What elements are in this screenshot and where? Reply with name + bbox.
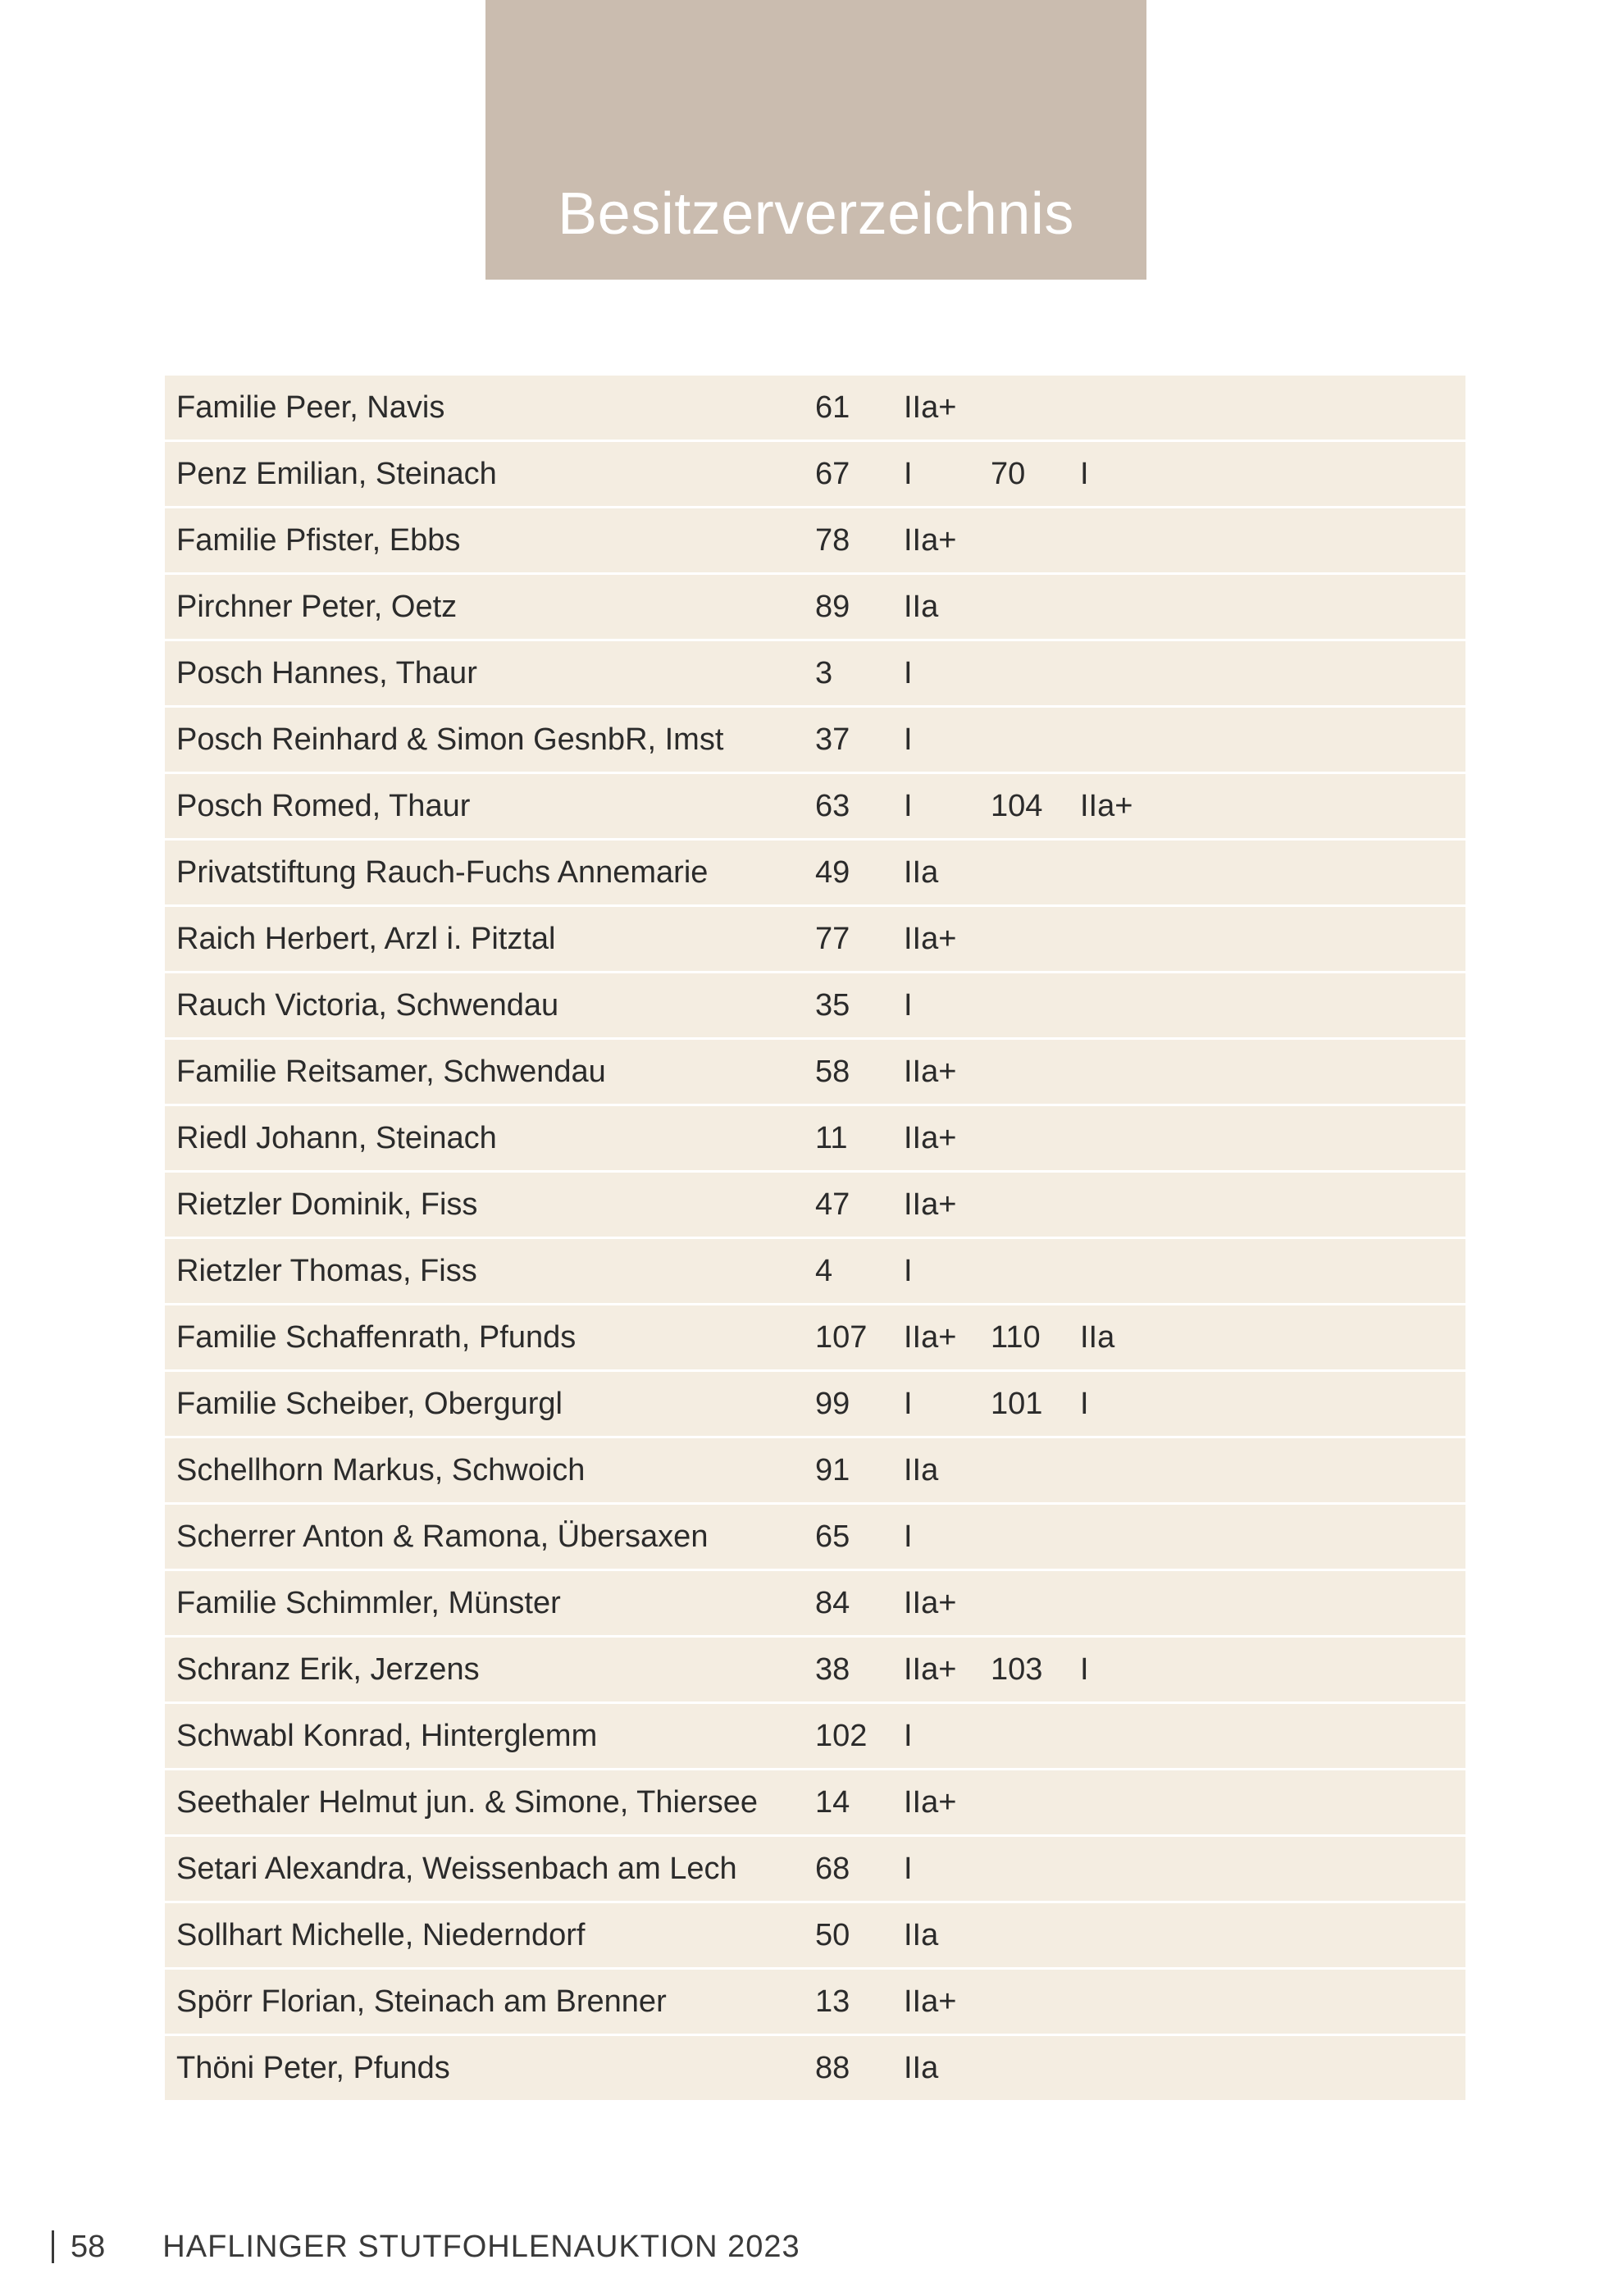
catalog-number: 88 bbox=[815, 2051, 850, 2085]
owner-name: Scherrer Anton & Ramona, Übersaxen bbox=[176, 1519, 709, 1554]
class-label: I bbox=[904, 457, 913, 491]
class-label: I bbox=[904, 789, 913, 823]
class-label: I bbox=[904, 1852, 913, 1886]
catalog-number: 13 bbox=[815, 1984, 850, 2019]
class-label: I bbox=[904, 1719, 913, 1753]
table-row bbox=[165, 1173, 1465, 1237]
class-label: I bbox=[904, 656, 913, 690]
owner-table bbox=[165, 376, 1465, 2102]
catalog-number: 63 bbox=[815, 789, 850, 823]
class-label: IIa+ bbox=[904, 523, 957, 558]
catalog-number: 37 bbox=[815, 722, 850, 757]
owner-name: Schellhorn Markus, Schwoich bbox=[176, 1453, 586, 1487]
owner-name: Familie Schaffenrath, Pfunds bbox=[176, 1320, 577, 1355]
class-label: I bbox=[904, 1254, 913, 1288]
table-row bbox=[165, 1704, 1465, 1768]
catalog-number-2: 101 bbox=[991, 1387, 1043, 1421]
table-row bbox=[165, 907, 1465, 971]
owner-name: Thöni Peter, Pfunds bbox=[176, 2051, 450, 2085]
owner-name: Sollhart Michelle, Niederndorf bbox=[176, 1918, 586, 1952]
page-number: 58 bbox=[71, 2229, 106, 2264]
table-row bbox=[165, 1372, 1465, 1436]
table-row bbox=[165, 708, 1465, 772]
catalog-number: 77 bbox=[815, 922, 850, 956]
catalog-number: 61 bbox=[815, 390, 850, 425]
owner-name: Posch Hannes, Thaur bbox=[176, 656, 477, 690]
owner-name: Raich Herbert, Arzl i. Pitztal bbox=[176, 922, 556, 956]
owner-name: Schranz Erik, Jerzens bbox=[176, 1652, 480, 1687]
table-row bbox=[165, 1305, 1465, 1369]
page-footer bbox=[52, 2229, 800, 2265]
catalog-number: 47 bbox=[815, 1187, 850, 1222]
table-row bbox=[165, 376, 1465, 440]
catalog-number: 89 bbox=[815, 590, 850, 624]
catalog-number: 50 bbox=[815, 1918, 850, 1952]
class-label-2: I bbox=[1080, 1652, 1089, 1687]
table-row bbox=[165, 1239, 1465, 1303]
owner-name: Riedl Johann, Steinach bbox=[176, 1121, 497, 1155]
table-row bbox=[165, 442, 1465, 506]
owner-name: Privatstiftung Rauch-Fuchs Annemarie bbox=[176, 855, 709, 890]
owner-name: Familie Peer, Navis bbox=[176, 390, 445, 425]
catalog-number: 102 bbox=[815, 1719, 868, 1753]
class-label: IIa+ bbox=[904, 1586, 957, 1620]
owner-name: Familie Scheiber, Obergurgl bbox=[176, 1387, 563, 1421]
owner-name: Familie Reitsamer, Schwendau bbox=[176, 1055, 606, 1089]
table-row bbox=[165, 641, 1465, 705]
table-row bbox=[165, 2036, 1465, 2100]
table-row bbox=[165, 1638, 1465, 1702]
catalog-number: 68 bbox=[815, 1852, 850, 1886]
owner-name: Rietzler Thomas, Fiss bbox=[176, 1254, 477, 1288]
table-row bbox=[165, 1040, 1465, 1104]
page-title: Besitzerverzeichnis bbox=[558, 181, 1074, 247]
owner-name: Familie Schimmler, Münster bbox=[176, 1586, 561, 1620]
class-label: IIa bbox=[904, 590, 939, 624]
owner-name: Setari Alexandra, Weissenbach am Lech bbox=[176, 1852, 737, 1886]
table-row bbox=[165, 1505, 1465, 1569]
catalog-number-2: 104 bbox=[991, 789, 1043, 823]
catalog-number: 58 bbox=[815, 1055, 850, 1089]
class-label: IIa bbox=[904, 855, 939, 890]
class-label-2: IIa+ bbox=[1080, 789, 1133, 823]
catalog-number: 107 bbox=[815, 1320, 868, 1355]
table-row bbox=[165, 1970, 1465, 2034]
owner-name: Seethaler Helmut jun. & Simone, Thiersee bbox=[176, 1785, 758, 1820]
publication-title: HAFLINGER STUTFOHLENAUKTION 2023 bbox=[162, 2229, 800, 2264]
class-label: IIa bbox=[904, 2051, 939, 2085]
table-row bbox=[165, 1438, 1465, 1502]
catalog-number: 65 bbox=[815, 1519, 850, 1554]
class-label: IIa+ bbox=[904, 1785, 957, 1820]
table-row bbox=[165, 840, 1465, 904]
catalog-number: 49 bbox=[815, 855, 850, 890]
owner-name: Spörr Florian, Steinach am Brenner bbox=[176, 1984, 667, 2019]
catalog-number-2: 110 bbox=[991, 1320, 1041, 1355]
table-row bbox=[165, 1770, 1465, 1834]
owner-name: Pirchner Peter, Oetz bbox=[176, 590, 458, 624]
class-label: I bbox=[904, 988, 913, 1023]
class-label: IIa+ bbox=[904, 1187, 957, 1222]
catalog-number: 35 bbox=[815, 988, 850, 1023]
class-label-2: IIa bbox=[1080, 1320, 1115, 1355]
owner-name: Posch Reinhard & Simon GesnbR, Imst bbox=[176, 722, 724, 757]
catalog-number: 67 bbox=[815, 457, 850, 491]
catalog-number: 99 bbox=[815, 1387, 850, 1421]
class-label: IIa+ bbox=[904, 1984, 957, 2019]
catalog-number: 4 bbox=[815, 1254, 833, 1288]
catalog-number: 11 bbox=[815, 1121, 848, 1155]
class-label-2: I bbox=[1080, 1387, 1089, 1421]
table-row bbox=[165, 1106, 1465, 1170]
owner-name: Penz Emilian, Steinach bbox=[176, 457, 497, 491]
class-label: IIa bbox=[904, 1918, 939, 1952]
class-label-2: I bbox=[1080, 457, 1089, 491]
table-row bbox=[165, 508, 1465, 572]
catalog-number: 84 bbox=[815, 1586, 850, 1620]
owner-name: Rietzler Dominik, Fiss bbox=[176, 1187, 478, 1222]
catalog-number: 3 bbox=[815, 656, 833, 690]
table-row bbox=[165, 1571, 1465, 1635]
class-label: IIa+ bbox=[904, 1121, 957, 1155]
table-row bbox=[165, 973, 1465, 1037]
table-row bbox=[165, 1903, 1465, 1967]
class-label: IIa+ bbox=[904, 922, 957, 956]
table-row bbox=[165, 1837, 1465, 1901]
catalog-number-2: 103 bbox=[991, 1652, 1043, 1687]
footer-divider bbox=[52, 2230, 54, 2263]
owner-name: Familie Pfister, Ebbs bbox=[176, 523, 461, 558]
class-label: IIa+ bbox=[904, 1652, 957, 1687]
owner-name: Posch Romed, Thaur bbox=[176, 789, 471, 823]
title-banner bbox=[485, 0, 1146, 280]
class-label: IIa+ bbox=[904, 390, 957, 425]
class-label: IIa+ bbox=[904, 1055, 957, 1089]
catalog-number-2: 70 bbox=[991, 457, 1026, 491]
class-label: I bbox=[904, 1387, 913, 1421]
table-row bbox=[165, 575, 1465, 639]
owner-name: Schwabl Konrad, Hinterglemm bbox=[176, 1719, 598, 1753]
catalog-number: 38 bbox=[815, 1652, 850, 1687]
class-label: IIa bbox=[904, 1453, 939, 1487]
class-label: I bbox=[904, 1519, 913, 1554]
owner-name: Rauch Victoria, Schwendau bbox=[176, 988, 559, 1023]
catalog-number: 78 bbox=[815, 523, 850, 558]
class-label: I bbox=[904, 722, 913, 757]
table-row bbox=[165, 774, 1465, 838]
catalog-number: 14 bbox=[815, 1785, 850, 1820]
catalog-number: 91 bbox=[815, 1453, 850, 1487]
class-label: IIa+ bbox=[904, 1320, 957, 1355]
